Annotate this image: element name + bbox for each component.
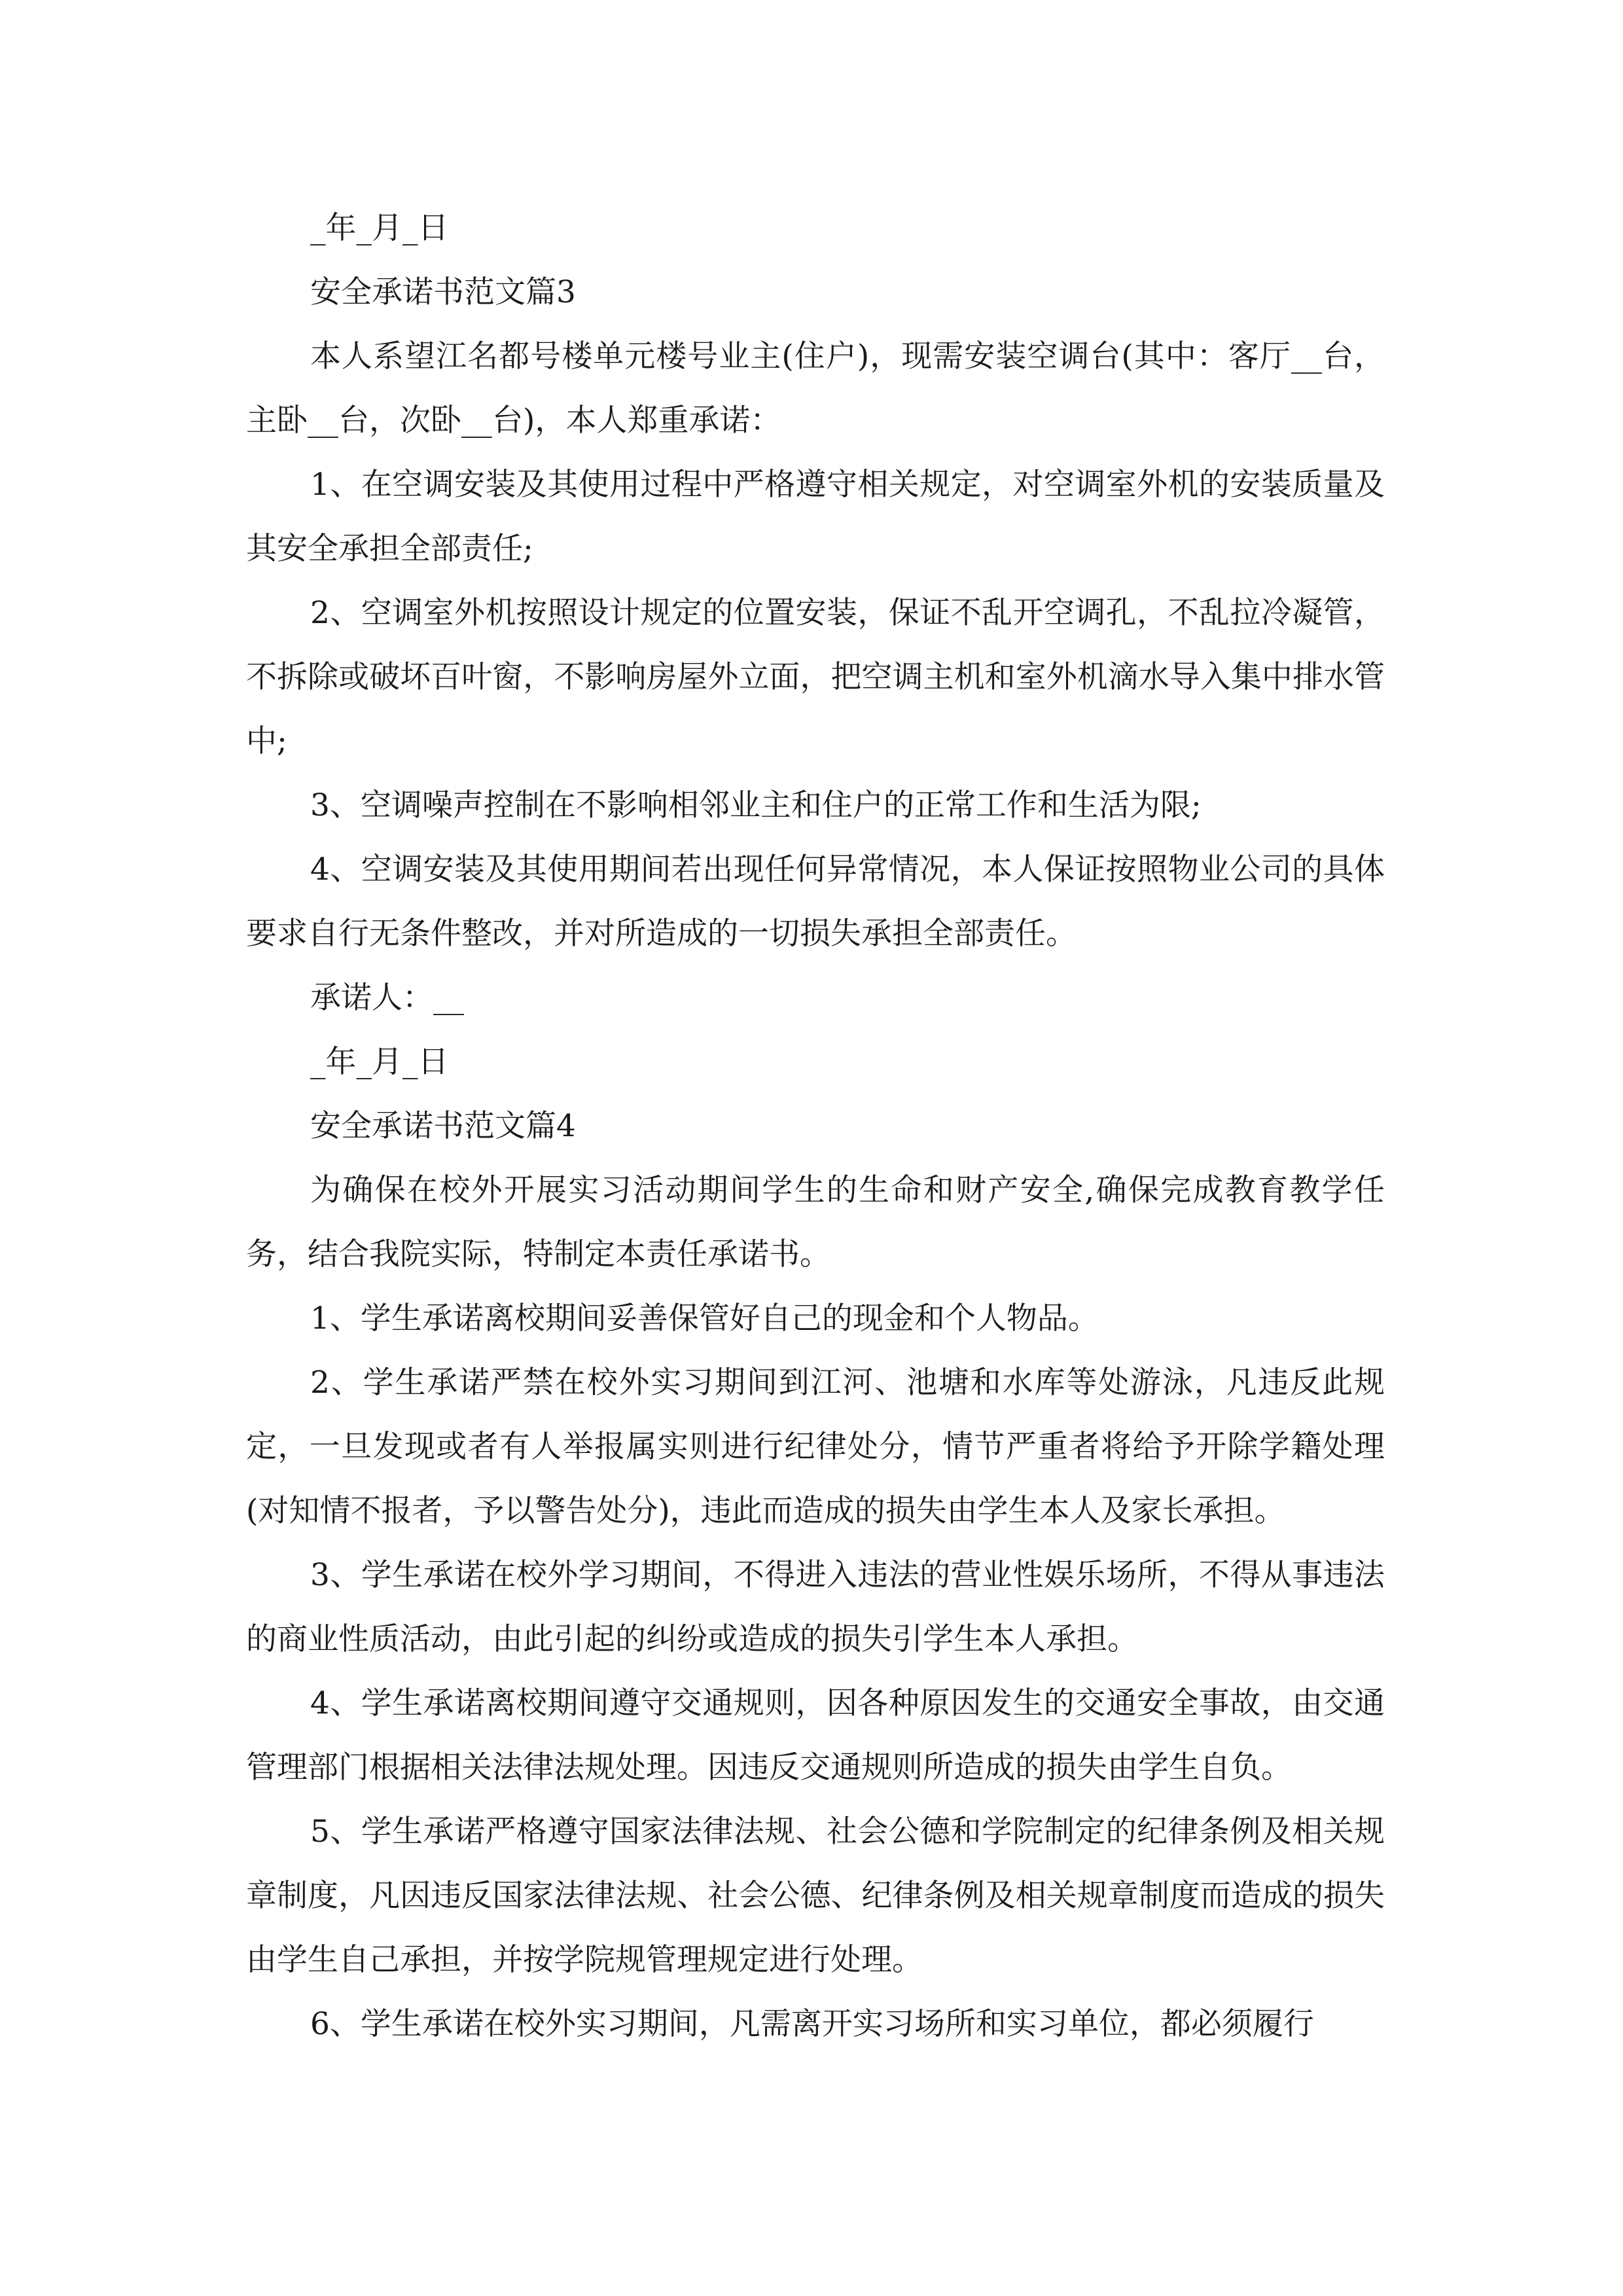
signature-line: 承诺人：__ bbox=[310, 980, 464, 1016]
list-item-4-2: 2、学生承诺严禁在校外实习期间到江河、池塘和水库等处游泳，凡违反此规定，一旦发现或者有人举报属实则进行纪律处分，情节严重者将给予开除学籍处理(对知情不报者，予以警告处分)，违此而造成的损失由学生本人及家长承担。 bbox=[246, 1365, 1385, 1529]
list-item-3-1: 1、在空调安装及其使用过程中严格遵守相关规定，对空调室外机的安装质量及其安全承担全部责任; bbox=[246, 467, 1385, 567]
list-item-4-1: 1、学生承诺离校期间妥善保管好自己的现金和个人物品。 bbox=[310, 1300, 1099, 1336]
list-item-3-4: 4、空调安装及其使用期间若出现任何异常情况，本人保证按照物业公司的具体要求自行无条件整改，并对所造成的一切损失承担全部责任。 bbox=[246, 852, 1385, 952]
list-item-4-3: 3、学生承诺在校外学习期间，不得进入违法的营业性娱乐场所，不得从事违法的商业性质活动，由此引起的纠纷或造成的损失引学生本人承担。 bbox=[246, 1557, 1385, 1657]
paragraph-intro-4: 为确保在校外开展实习活动期间学生的生命和财产安全,确保完成教育教学任务，结合我院实际，特制定本责任承诺书。 bbox=[246, 1172, 1385, 1272]
section-heading-3: 安全承诺书范文篇3 bbox=[310, 274, 576, 310]
date-line-2: _年_月_日 bbox=[310, 1044, 449, 1080]
list-item-4-6: 6、学生承诺在校外实习期间，凡需离开实习场所和实习单位，都必须履行 bbox=[310, 2006, 1314, 2042]
list-item-4-5: 5、学生承诺严格遵守国家法律法规、社会公德和学院制定的纪律条例及相关规章制度，凡因违反国家法律法规、社会公德、纪律条例及相关规章制度而造成的损失由学生自己承担，并按学院规管理规定进行处理。 bbox=[246, 1814, 1385, 1978]
list-item-3-2: 2、空调室外机按照设计规定的位置安装，保证不乱开空调孔，不乱拉冷凝管，不拆除或破坏百叶窗，不影响房屋外立面，把空调主机和室外机滴水导入集中排水管中; bbox=[246, 595, 1385, 759]
date-line: _年_月_日 bbox=[310, 210, 449, 246]
list-item-4-4: 4、学生承诺离校期间遵守交通规则，因各种原因发生的交通安全事故，由交通管理部门根据相关法律法规处理。因违反交通规则所造成的损失由学生自负。 bbox=[246, 1685, 1385, 1785]
paragraph-intro-3: 本人系望江名都号楼单元楼号业主(住户)，现需安装空调台(其中：客厅__台，主卧__台，次卧__台)，本人郑重承诺： bbox=[246, 338, 1385, 439]
list-item-3-3: 3、空调噪声控制在不影响相邻业主和住户的正常工作和生活为限; bbox=[310, 787, 1202, 823]
document-body bbox=[246, 196, 1385, 2056]
section-heading-4: 安全承诺书范文篇4 bbox=[310, 1108, 576, 1144]
